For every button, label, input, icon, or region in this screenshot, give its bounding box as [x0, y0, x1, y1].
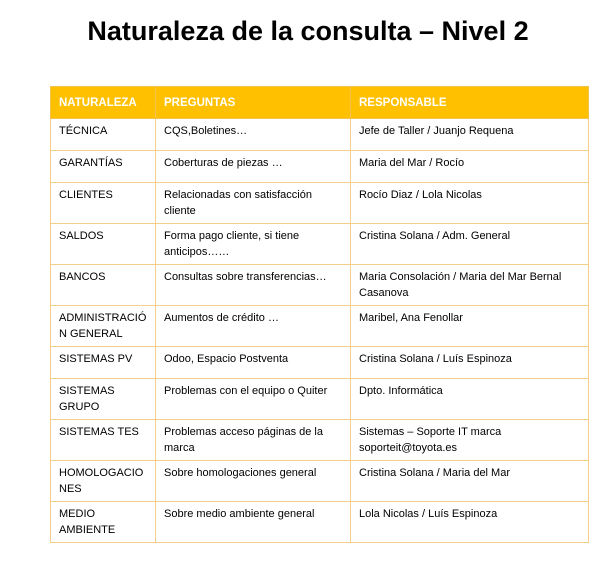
cell-preguntas: Odoo, Espacio Postventa: [156, 347, 351, 379]
cell-responsable: Lola Nicolas / Luís Espinoza: [351, 502, 589, 543]
cell-preguntas: Relacionadas con satisfacción cliente: [156, 183, 351, 224]
header-responsable: RESPONSABLE: [351, 87, 589, 119]
cell-naturaleza: TÉCNICA: [51, 119, 156, 151]
table-row: [51, 224, 589, 265]
cell-naturaleza: ADMINISTRACIÓN GENERAL: [51, 306, 156, 347]
table-row: [51, 306, 589, 347]
cell-naturaleza: BANCOS: [51, 265, 156, 306]
cell-preguntas: Aumentos de crédito …: [156, 306, 351, 347]
cell-preguntas: CQS,Boletines…: [156, 119, 351, 151]
table-row: [51, 119, 589, 151]
cell-preguntas: Problemas acceso páginas de la marca: [156, 420, 351, 461]
cell-preguntas: Consultas sobre transferencias…: [156, 265, 351, 306]
cell-responsable: Cristina Solana / Luís Espinoza: [351, 347, 589, 379]
cell-responsable: Maria del Mar / Rocío: [351, 151, 589, 183]
cell-naturaleza: SISTEMAS PV: [51, 347, 156, 379]
cell-responsable: Cristina Solana / Maria del Mar: [351, 461, 589, 502]
cell-preguntas: Sobre homologaciones general: [156, 461, 351, 502]
table-row: [51, 502, 589, 543]
page-title: Naturaleza de la consulta – Nivel 2: [87, 16, 529, 46]
cell-preguntas: Problemas con el equipo o Quiter: [156, 379, 351, 420]
cell-responsable: Maria Consolación / Maria del Mar Bernal Casanova: [351, 265, 589, 306]
table-row: [51, 379, 589, 420]
cell-naturaleza: SISTEMAS GRUPO: [51, 379, 156, 420]
header-naturaleza: NATURALEZA: [51, 87, 156, 119]
cell-responsable: Maribel, Ana Fenollar: [351, 306, 589, 347]
cell-responsable: Sistemas – Soporte IT marca soporteit@toyota.es: [351, 420, 589, 461]
consultation-table: [50, 86, 589, 543]
header-preguntas: PREGUNTAS: [156, 87, 351, 119]
table-row: [51, 151, 589, 183]
table-row: [51, 420, 589, 461]
cell-responsable: Dpto. Informática: [351, 379, 589, 420]
cell-naturaleza: MEDIO AMBIENTE: [51, 502, 156, 543]
cell-naturaleza: SISTEMAS TES: [51, 420, 156, 461]
table-header-row: [51, 87, 589, 119]
table-row: [51, 265, 589, 306]
cell-preguntas: Coberturas de piezas …: [156, 151, 351, 183]
table-row: [51, 183, 589, 224]
cell-naturaleza: SALDOS: [51, 224, 156, 265]
cell-naturaleza: GARANTÍAS: [51, 151, 156, 183]
cell-responsable: Jefe de Taller / Juanjo Requena: [351, 119, 589, 151]
table-row: [51, 461, 589, 502]
cell-responsable: Rocío Diaz / Lola Nicolas: [351, 183, 589, 224]
cell-preguntas: Sobre medio ambiente general: [156, 502, 351, 543]
cell-responsable: Cristina Solana / Adm. General: [351, 224, 589, 265]
table-row: [51, 347, 589, 379]
cell-naturaleza: CLIENTES: [51, 183, 156, 224]
cell-preguntas: Forma pago cliente, si tiene anticipos……: [156, 224, 351, 265]
cell-naturaleza: HOMOLOGACIONES: [51, 461, 156, 502]
